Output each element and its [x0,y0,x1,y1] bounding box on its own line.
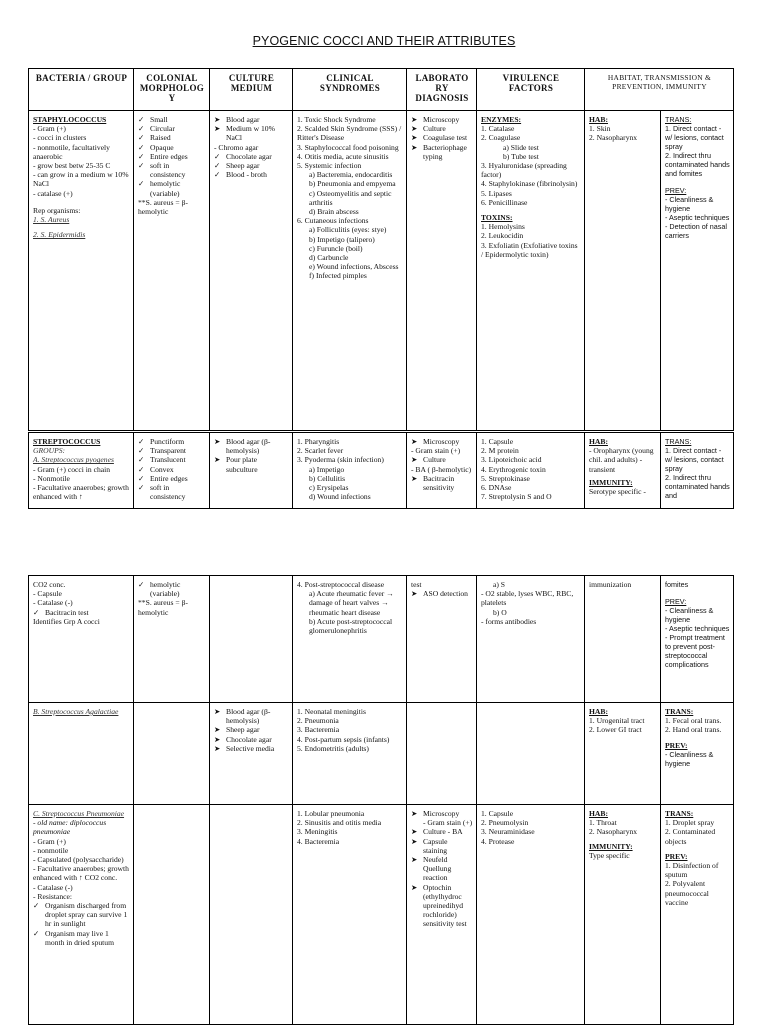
prev-label: PREV: [665,186,687,195]
header-culture: CULTURE MEDIUM [210,69,293,111]
staph-bact-2: - nonmotile, facultatively anaerobic [33,142,110,161]
list-item: ➤ Microscopy [411,115,460,124]
list-item: 3. Neuraminidase [481,827,535,837]
strep-cont-bacteria-cell [29,576,134,703]
list-item: 4. Erythrogenic toxin [481,464,546,474]
list-item: 3. Meningitis [297,827,338,837]
staph-colonial-cell [134,111,210,431]
list-item: - Gram (+) cocci in chain [33,464,111,474]
list-item: ➤ Sheep agar [214,725,260,735]
hab-label: HAB: [589,707,608,716]
list-item: ➤ Pour plate subculture [214,455,258,474]
list-item: ➤ Coagulase test [411,133,468,143]
list-item: 5. Systemic infection [297,161,362,171]
list-item: - Oropharynx (young chil. and adults) - transient [589,446,654,474]
list-item: - Prompt treatment to prevent post-streptococcal complications [665,633,725,669]
staph-habitat-cell [585,111,661,431]
list-item: 1. Droplet spray [665,818,715,828]
list-item: 7. Streptolysin S and O [481,492,552,502]
immunity-label: IMMUNITY: [589,477,633,487]
staph-culture-cell [210,111,293,431]
list-item: ➤ ASO detection [411,589,468,599]
table-row-streptococcus-continued [29,576,734,703]
check-icon: ✓ [33,928,40,938]
strep-cont-trans-cell [661,576,734,703]
header-habitat: HABITAT, TRANSMISSION & PREVENTION, IMMUNITY [585,69,734,111]
list-item: a) Impetigo [309,464,345,474]
toxins-label: TOXINS: [481,213,513,223]
list-item: 1. Hemolysins [481,222,525,232]
strep-b-name: B. Streptococcus Agalactiae [33,707,119,716]
list-item: c) Furuncle (boil) [309,243,363,253]
list-item: ✓ Entire edges [138,473,188,483]
trans-label: TRANS: [665,437,692,446]
list-item: d) Wound infections [309,492,371,502]
list-item: ➤ Culture [411,455,446,465]
list-item: - Catalase (-) [33,882,73,892]
header-virulence: VIRULENCE FACTORS [477,69,585,111]
strep-colonial-cell [134,433,210,509]
arrow-bullet-icon: ➤ [214,455,221,465]
list-item: 1. Neonatal meningitis [297,707,366,716]
list-item: 2. Coagulase [481,133,521,143]
list-item: 2. Polyvalent pneumococcal vaccine [665,879,709,907]
list-item: ➤ Culture [411,124,446,134]
list-item: ✓ soft in consistency [138,483,186,502]
list-item: 2. Contaminated objects [665,827,716,846]
staph-bact-3: - grow best betw 25-35 C [33,161,111,171]
list-item: - O2 stable, lyses WBC, RBC, platelets [481,589,574,608]
list-item: test [411,580,422,589]
list-item: 2. Scalded Skin Syndrome (SSS) / Ritter's Disease [297,124,402,143]
list-item: 3. Exfoliatin (Exfoliative toxins / Epidermolytic toxin) [481,240,578,259]
attributes-table-strep-row [28,432,734,509]
strep-c-habitat-cell [585,805,661,1025]
list-item: 2. Indirect thru contaminated hands and [665,473,730,500]
table-row-staphylococcus [29,111,734,431]
list-item: 6. DNAse [481,483,512,493]
list-item: a) Acute rheumatic fever → damage of heart valves → rheumatic heart disease [309,589,394,617]
list-item: 4. Post-streptococcal disease [297,580,385,589]
list-item: **S. aureus = β-hemolytic [138,598,188,617]
check-icon: ✓ [138,179,145,189]
strep-c-virulence-cell [477,805,585,1025]
list-item: 2. Sinusitis and otitis media [297,818,382,828]
strep-bacteria-cell [29,433,134,509]
list-item: Type specific [589,850,630,860]
strep-c-name: C. Streptococcus Pneumoniae [33,809,125,818]
list-item: ✓ hemolytic (variable) [138,580,181,599]
list-item: - Cleanliness & hygiene [665,195,714,213]
list-item: b) Pneumonia and empyema [309,179,396,189]
list-item: ✓ hemolytic (variable) [138,179,181,198]
staph-clinical-cell [293,111,407,431]
staph-rep-0: 1. S. Aureus [33,215,70,225]
strep-lab-cell [407,433,477,509]
list-item: - Capsule [33,589,62,599]
strep-b-virulence-cell [477,703,585,805]
staph-trans-cell [661,111,734,431]
check-icon: ✓ [138,483,145,493]
list-item: 6. Penicillinase [481,197,528,207]
strep-cont-lab-cell [407,576,477,703]
list-item: 1. Toxic Shock Syndrome [297,115,376,124]
list-item: 2. Scarlet fever [297,446,344,456]
list-item: ➤ Medium w 10% NaCl [214,124,275,143]
list-item: a) Slide test [503,142,539,152]
list-item: 1. Catalase [481,124,515,134]
check-icon: ✓ [138,133,145,143]
strep-culture-cell [210,433,293,509]
enzymes-label: ENZYMES: [481,115,522,124]
list-item: 1. Direct contact - w/ lesions, contact spray [665,446,724,473]
list-item: 3. Bacteremia [297,725,340,735]
header-bacteria: BACTERIA / GROUP [29,69,134,111]
list-item: b) Tube test [503,151,539,161]
list-item: 1. Capsule [481,437,514,446]
list-item: ✓ Translucent [138,455,186,465]
strep-c-clinical-cell [293,805,407,1025]
list-item: ➤ Culture - BA [411,827,463,837]
list-item: ✓ Opaque [138,142,174,152]
list-item: ✓ Bacitracin test [33,607,89,617]
arrow-bullet-icon: ➤ [411,827,418,837]
trans-label: TRANS: [665,115,692,124]
list-item: 2. Indirect thru contaminated hands and fomites [665,151,730,178]
list-item: 1. Throat [589,818,617,828]
list-item: ➤ Blood agar (β-hemolysis) [214,437,271,456]
strep-b-lab-cell [407,703,477,805]
list-item: ✓ Sheep agar [214,161,260,171]
staph-virulence-cell [477,111,585,431]
arrow-bullet-icon: ➤ [411,437,418,446]
list-item: - Gram stain (+) [411,446,461,456]
strep-b-clinical-cell [293,703,407,805]
hab-label: HAB: [589,809,608,818]
staph-bact-1: - cocci in clusters [33,133,87,143]
arrow-bullet-icon: ➤ [411,115,418,124]
list-item: - nonmotile [33,845,69,855]
arrow-bullet-icon: ➤ [214,437,221,446]
strep-b-bacteria-cell [29,703,134,805]
list-item: d) Carbuncle [309,253,349,263]
staph-bact-4: - can grow in a medium w 10% NaCl [33,170,129,189]
arrow-bullet-icon: ➤ [411,836,418,846]
strep-c-culture-cell [210,805,293,1025]
staph-rep-1: 2. S. Epidermidis [33,230,86,240]
list-item: 6. Cutaneous infections [297,216,369,226]
list-item: - Cleanliness & hygiene [665,606,714,624]
arrow-bullet-icon: ➤ [411,589,418,599]
check-icon: ✓ [138,115,145,124]
strep-b-trans-cell [661,703,734,805]
list-item: - Resistance: [33,891,73,901]
strep-groups: GROUPS: [33,446,66,456]
list-item: Identifies Grp A cocci [33,616,100,626]
arrow-bullet-icon: ➤ [214,743,221,753]
list-item: 1. Pharyngitis [297,437,340,446]
hab-label: HAB: [589,437,608,446]
immunity-label: IMMUNITY: [589,841,633,851]
list-item: Serotype specific - [589,487,646,497]
list-item: 5. Endometritis (adults) [297,743,369,753]
list-item: ➤ Neufeld Quellung reaction [411,855,452,883]
list-item: 1. Skin [589,124,611,134]
list-item: ➤ Chocolate agar [214,734,272,744]
list-item: 2. Hand oral trans. [665,725,722,735]
list-item: 2. Leukocidin [481,231,524,241]
header-row [29,69,734,111]
list-item: - forms antibodies [481,616,537,626]
check-icon: ✓ [138,151,145,161]
check-icon: ✓ [138,437,145,446]
table-row-streptococcus [29,433,734,509]
list-item: ➤ Selective media [214,743,275,753]
list-item: 3. Pyoderma (skin infection) [297,455,384,465]
list-item: b) Impetigo (talipero) [309,234,375,244]
strep-c-colonial-cell [134,805,210,1025]
list-item: c) Erysipelas [309,483,349,493]
check-icon: ✓ [33,607,40,617]
staph-bacteria-cell [29,111,134,431]
strep-clinical-cell [293,433,407,509]
list-item: - Aseptic techniques [665,624,730,633]
arrow-bullet-icon: ➤ [411,455,418,465]
attributes-table-part-1 [28,68,734,431]
list-item: 2. Nasopharynx [589,133,638,143]
list-item: ✓ Punctiform [138,437,185,446]
list-item: ➤ Bacteriophage typing [411,142,467,161]
arrow-bullet-icon: ➤ [411,882,418,892]
arrow-bullet-icon: ➤ [411,473,418,483]
list-item: - Nonmotile [33,473,70,483]
strep-c-trans-cell [661,805,734,1025]
list-item: ✓ Blood - broth [214,170,267,180]
staph-bact-5: - catalase (+) [33,188,73,198]
list-item: ✓ Raised [138,133,171,143]
check-icon: ✓ [138,473,145,483]
list-item: ✓ Transparent [138,446,186,456]
check-icon: ✓ [214,161,221,171]
list-item: ✓ Entire edges [138,151,188,161]
page-title: PYOGENIC COCCI AND THEIR ATTRIBUTES [252,34,516,48]
list-item: 4. Staphylokinase (fibrinolysin) [481,179,578,189]
strep-b-colonial-cell [134,703,210,805]
list-item: 4. Otitis media, acute sinusitis [297,151,389,161]
prev-label: PREV: [665,597,687,606]
list-item: - Facultative anaerobes; growth enhanced with ↑ CO2 conc. [33,864,129,883]
list-item: ✓ Organism discharged from droplet spray can survive 1 hr in sunlight [33,901,128,929]
check-icon: ✓ [138,142,145,152]
hab-label: HAB: [589,115,608,124]
list-item: b) Acute post-streptococcal glomerulonephritis [309,616,393,636]
list-item: ➤ Optochin (ethylhydroc upreinedihyd rochloride) sensitivity test [411,882,467,929]
attributes-table-part-2 [28,575,734,1025]
strep-cont-colonial-cell [134,576,210,703]
arrow-bullet-icon: ➤ [214,725,221,735]
arrow-bullet-icon: ➤ [411,855,418,865]
staph-colonial-note: **S. aureus = β-hemolytic [138,197,188,217]
check-icon: ✓ [138,580,145,589]
list-item: ✓ Chocolate agar [214,151,272,161]
list-item: - Detection of nasal carriers [665,222,727,240]
list-item: - Gram (+) [33,836,66,846]
list-item: c) Osteomyelitis and septic arthritis [309,188,392,207]
header-clinical: CLINICAL SYNDROMES [293,69,407,111]
list-item: a) S [493,580,506,589]
list-item: ➤ Microscopy [411,437,460,446]
list-item: - Cleanliness & hygiene [665,749,714,768]
check-icon: ✓ [138,161,145,171]
staph-lab-cell [407,111,477,431]
check-icon: ✓ [138,124,145,134]
check-icon: ✓ [138,455,145,465]
list-item: 1. Lobular pneumonia [297,809,365,818]
list-item: 4. Protease [481,836,515,846]
strep-b-culture-cell [210,703,293,805]
list-item: a) Bacteremia, endocarditis [309,170,393,180]
list-item: 3. Hyaluronidase (spreading factor) [481,161,567,180]
list-item: 3. Staphylococcal food poisoning [297,142,399,152]
list-item: ✓ Circular [138,124,175,134]
list-item: 1. Capsule [481,809,514,818]
list-item: f) Infected pimples [309,271,367,281]
staph-bact-0: - Gram (+) [33,124,66,134]
arrow-bullet-icon: ➤ [214,707,221,716]
list-item: fomites [665,580,689,589]
strep-trans-cell [661,433,734,509]
list-item: - Facultative anaerobes; growth enhanced with ↑ [33,483,129,502]
arrow-bullet-icon: ➤ [214,734,221,744]
list-item: e) Wound infections, Abscess [309,262,399,272]
list-item: ✓ Small [138,115,168,124]
list-item: ✓ Organism may live 1 month in dried sputum [33,928,114,947]
staph-name: STAPHYLOCOCCUS [33,115,107,124]
strep-a-name: A. Streptococcus pyogenes [33,455,114,465]
list-item: ➤ Microscopy [411,809,460,818]
prev-label: PREV: [665,740,688,750]
strep-name: STREPTOCOCCUS [33,437,101,446]
strep-cont-virulence-cell [477,576,585,703]
header-lab: LABORATO RY DIAGNOSIS [407,69,477,111]
list-item: - Capsulated (polysaccharide) [33,855,124,865]
list-item: ✓ soft in consistency [138,161,186,180]
check-icon: ✓ [214,170,221,180]
list-item: 1. Urogenital tract [589,716,645,726]
strep-habitat-cell [585,433,661,509]
list-item: b) Cellulitis [309,473,346,483]
list-item: 2. Nasopharynx [589,827,638,837]
strep-b-habitat-cell [585,703,661,805]
prev-label: PREV: [665,851,688,861]
list-item: - Catalase (-) [33,598,73,608]
list-item: immunization [589,580,632,589]
list-item: 5. Streptokinase [481,473,530,483]
list-item: - Aseptic techniques [665,213,730,222]
header-colonial: COLONIAL MORPHOLOG Y [134,69,210,111]
list-item: CO2 conc. [33,580,66,589]
strep-cont-habitat-cell [585,576,661,703]
trans-label: TRANS: [665,707,694,716]
list-item: 2. Pneumonia [297,716,339,726]
strep-cont-clinical-cell [293,576,407,703]
list-item: 4. Bacteremia [297,836,340,846]
list-item: ➤ Blood agar (β-hemolysis) [214,707,271,726]
list-item: ➤ Blood agar [214,115,260,124]
arrow-bullet-icon: ➤ [411,809,418,818]
list-item: 4. Post-partum sepsis (infants) [297,734,390,744]
list-item: d) Brain abscess [309,207,359,217]
list-item: - old name: diplococcus pneumoniae [33,818,107,837]
list-item: - BA ( β-hemolytic) [411,464,472,474]
list-item: ➤ Bacitracin sensitivity [411,473,455,493]
list-item: 5. Lipases [481,188,512,198]
list-item: 2. Pneumolysin [481,818,529,828]
check-icon: ✓ [214,151,221,161]
list-item: - Gram stain (+) [423,818,473,828]
list-item: ➤ Capsule staining [411,836,448,855]
arrow-bullet-icon: ➤ [214,115,221,124]
list-item: 1. Fecal oral trans. [665,716,722,726]
strep-virulence-cell [477,433,585,509]
arrow-bullet-icon: ➤ [214,124,221,134]
list-item: 1. Direct contact - w/ lesions, contact spray [665,124,724,151]
check-icon: ✓ [138,446,145,456]
check-icon: ✓ [33,901,40,911]
list-item: 2. Lower GI tract [589,725,642,735]
arrow-bullet-icon: ➤ [411,142,418,152]
list-item: 2. M protein [481,446,519,456]
table-row-strep-agalactiae [29,703,734,805]
table-row-strep-pneumoniae [29,805,734,1025]
staph-rep-label: Rep organisms: [33,205,81,215]
strep-cont-culture-cell [210,576,293,703]
trans-label: TRANS: [665,809,694,818]
staph-culture-mid: - Chromo agar [214,142,259,152]
strep-c-bacteria-cell [29,805,134,1025]
list-item: ✓ Convex [138,464,174,474]
list-item: 3. Lipoteichoic acid [481,455,542,465]
strep-c-lab-cell [407,805,477,1025]
list-item: b) O [493,607,507,617]
list-item: a) Folliculitis (eyes: stye) [309,225,387,235]
arrow-bullet-icon: ➤ [411,124,418,134]
check-icon: ✓ [138,464,145,474]
arrow-bullet-icon: ➤ [411,133,418,143]
list-item: 1. Disinfection of sputum [665,861,719,880]
